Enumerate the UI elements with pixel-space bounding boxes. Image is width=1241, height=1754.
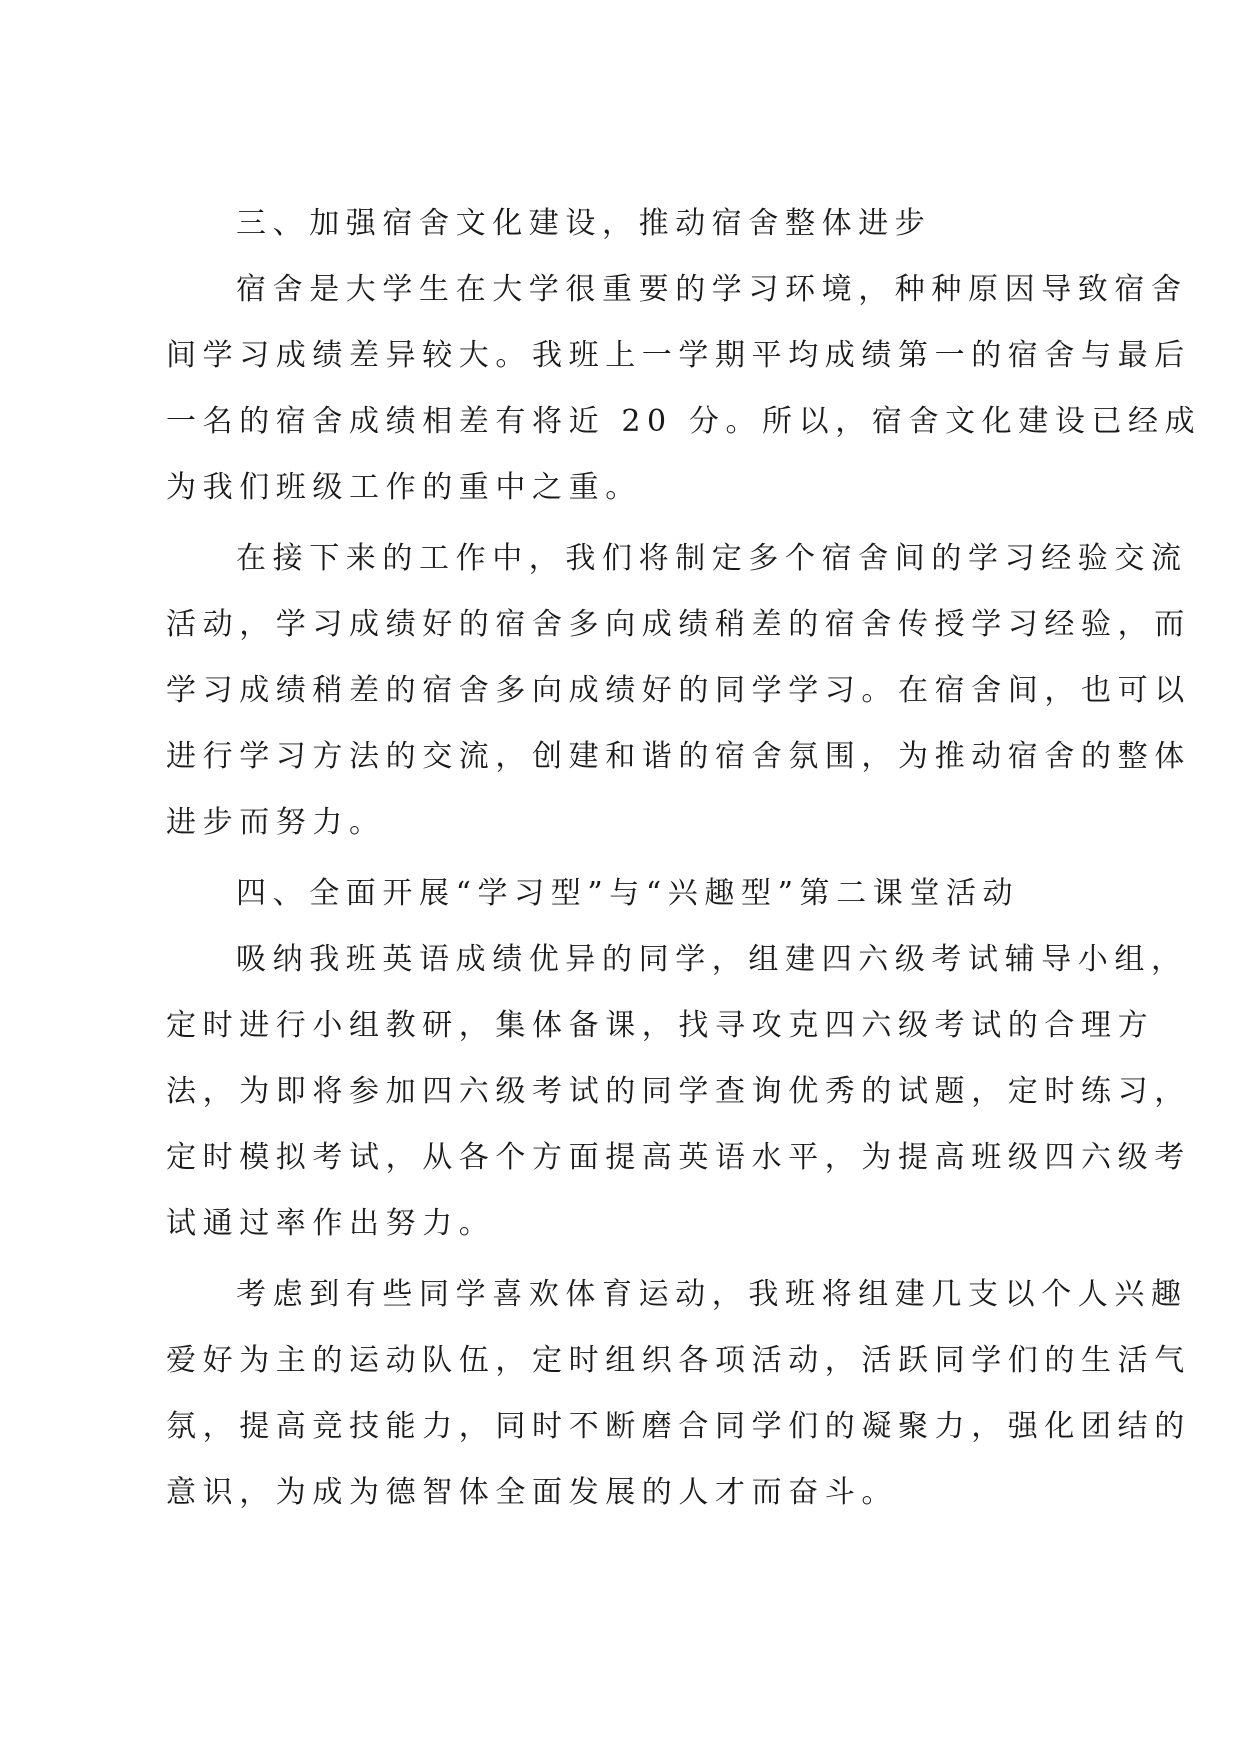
text-line: 学习成绩稍差的宿舍多向成绩好的同学学习。在宿舍间，也可以 [166, 673, 1191, 708]
text-line: 吸纳我班英语成绩优异的同学，组建四六级考试辅导小组， [236, 942, 1188, 977]
text-line: 进步而努力。 [166, 805, 386, 840]
text-line: 试通过率作出努力。 [166, 1206, 496, 1241]
text-line: 爱好为主的运动队伍，定时组织各项活动，活跃同学们的生活气 [166, 1343, 1191, 1378]
text-line: 宿舍是大学生在大学很重要的学习环境，种种原因导致宿舍 [236, 272, 1188, 307]
text-line: 在接下来的工作中，我们将制定多个宿舍间的学习经验交流 [236, 541, 1188, 576]
text-line: 间学习成绩差异较大。我班上一学期平均成绩第一的宿舍与最后 [166, 338, 1191, 373]
section-heading: 四、全面开展“学习型”与“兴趣型”第二课堂活动 [236, 876, 1020, 911]
text-line: 定时进行小组教研，集体备课，找寻攻克四六级考试的合理方 [166, 1008, 1155, 1043]
text-line: 一名的宿舍成绩相差有将近 20 分。所以，宿舍文化建设已经成 [166, 404, 1202, 439]
text-line: 为我们班级工作的重中之重。 [166, 470, 642, 505]
section-heading: 三、加强宿舍文化建设，推动宿舍整体进步 [236, 206, 932, 241]
text-line: 意识，为成为德智体全面发展的人才而奋斗。 [166, 1475, 898, 1510]
text-line: 法，为即将参加四六级考试的同学查询优秀的试题，定时练习， [166, 1074, 1191, 1109]
text-line: 进行学习方法的交流，创建和谐的宿舍氛围，为推动宿舍的整体 [166, 739, 1191, 774]
text-line: 氛，提高竞技能力，同时不断磨合同学们的凝聚力，强化团结的 [166, 1409, 1191, 1444]
text-line: 活动，学习成绩好的宿舍多向成绩稍差的宿舍传授学习经验，而 [166, 607, 1191, 642]
text-line: 考虑到有些同学喜欢体育运动，我班将组建几支以个人兴趣 [236, 1277, 1188, 1312]
text-line: 定时模拟考试，从各个方面提高英语水平，为提高班级四六级考 [166, 1140, 1191, 1175]
